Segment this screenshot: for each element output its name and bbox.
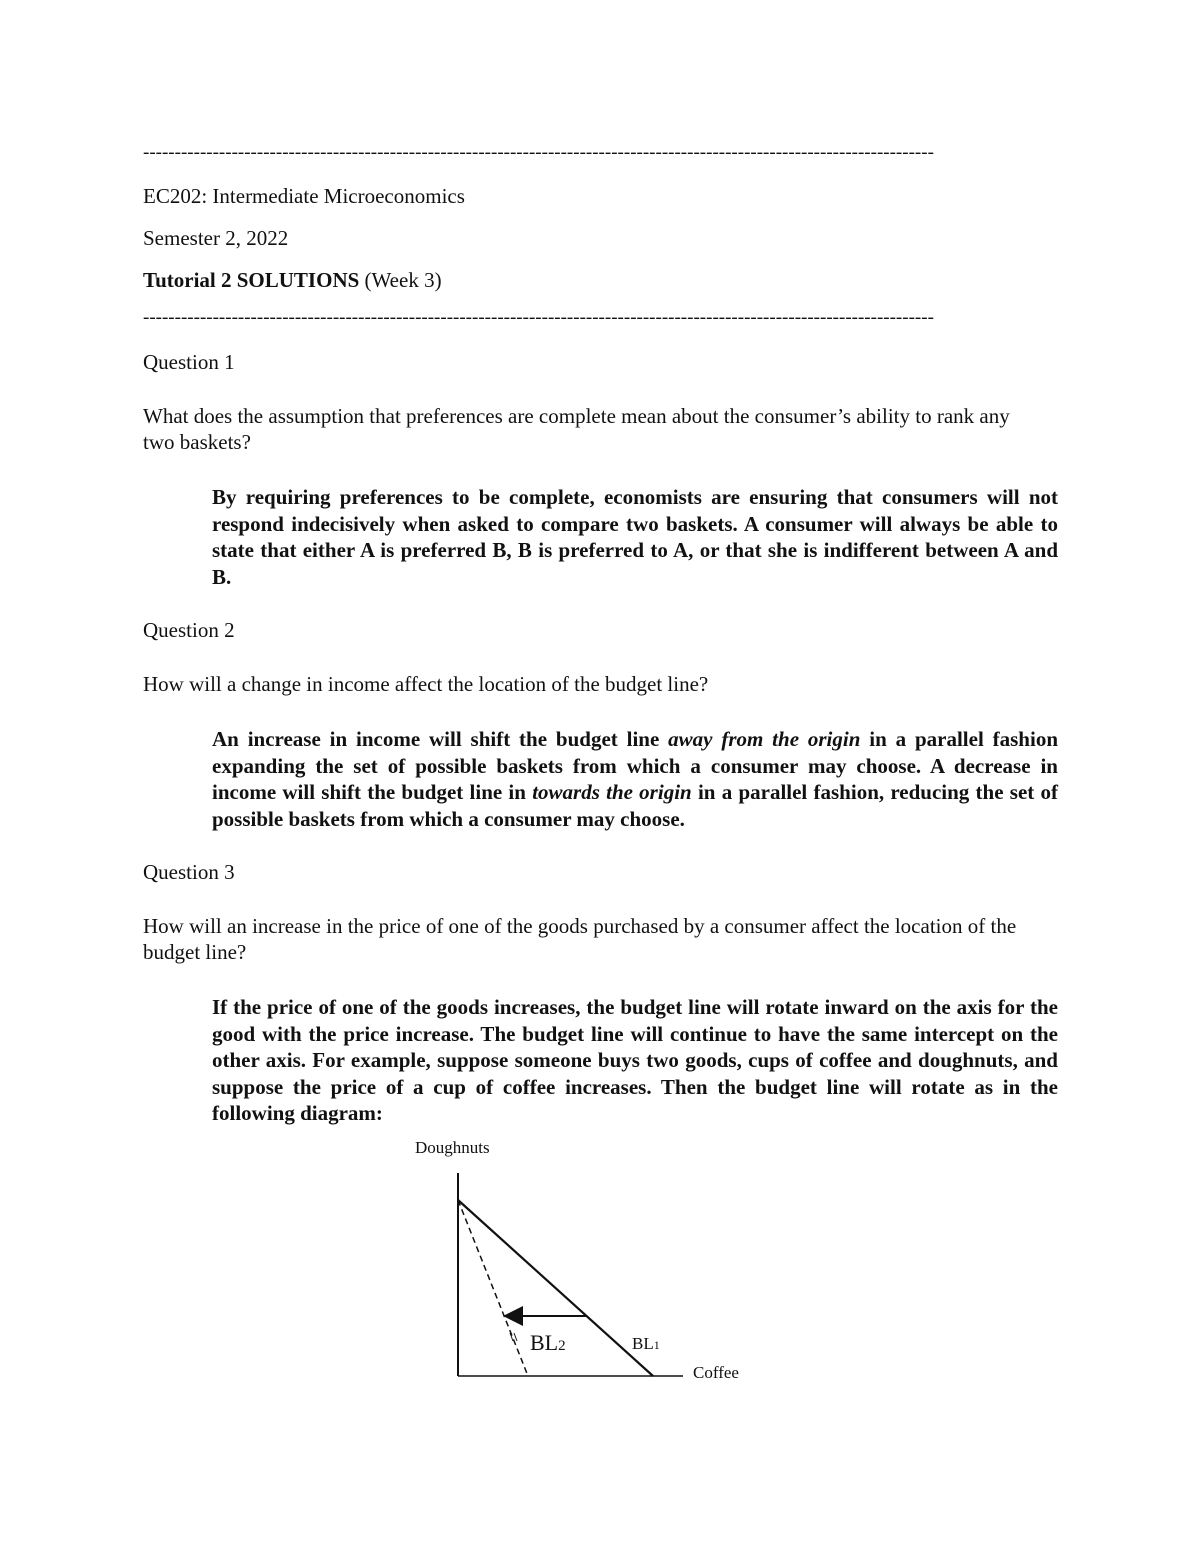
q2-answer-emphasis-1: away from the origin — [668, 727, 861, 751]
y-axis-label: Doughnuts — [415, 1138, 490, 1157]
budget-line-svg — [400, 1135, 780, 1395]
bl2-label: BL2 — [530, 1330, 566, 1355]
tutorial-heading — [143, 267, 1058, 293]
question-2-heading: Question 2 — [143, 618, 235, 642]
bottom-divider: ----------------------------------------------------------------------------------------------------------------------------- — [143, 307, 934, 328]
q2-answer-part-2: in a parallel fashion expanding the set of possible baskets from which a consumer may choose. A decrease in income will shift the budget line in — [212, 727, 1059, 804]
course-title: EC202: Intermediate Microeconomics — [143, 184, 465, 208]
question-2-text: How will a change in income affect the location of the budget line? — [143, 672, 709, 696]
budget-line-bl2 — [458, 1200, 528, 1376]
top-divider: ----------------------------------------------------------------------------------------------------------------------------- — [143, 142, 934, 163]
tutorial-title: Tutorial 2 SOLUTIONS — [143, 268, 360, 292]
question-1-text: What does the assumption that preferences are complete mean about the consumer’s ability to rank any two baskets? — [143, 404, 1010, 454]
x-axis-label: Coffee — [693, 1363, 739, 1382]
budget-line-diagram — [400, 1135, 780, 1395]
tick-mark-2 — [514, 1333, 517, 1341]
question-3-answer: If the price of one of the goods increases, the budget line will rotate inward on the axis for the good with the price increase. The budget line will continue to have the same intercept on the other axis. For example, suppose someone buys two goods, cups of coffee and doughnuts, and suppose the price of a cup of coffee increases. Then the budget line will rotate as in the following diagram: — [212, 995, 1058, 1125]
question-1-answer: By requiring preferences to be complete, economists are ensuring that consumers will not respond indecisively when asked to compare two baskets. A consumer will always be able to state that either A is preferred B, B is preferred to A, or that she is indifferent between A and B. — [212, 485, 1058, 589]
question-3-heading: Question 3 — [143, 860, 235, 884]
q2-answer-part-3: in a parallel fashion, reducing the set of possible baskets from which a consumer may choose. — [212, 780, 1058, 831]
question-2-answer — [212, 726, 1058, 832]
tutorial-week: (Week 3) — [359, 268, 442, 292]
document-page — [143, 142, 1058, 1127]
question-3-text: How will an increase in the price of one of the goods purchased by a consumer affect the location of the budget line? — [143, 914, 1017, 964]
question-1-heading: Question 1 — [143, 350, 235, 374]
q2-answer-emphasis-2: towards the origin — [532, 780, 692, 804]
semester-line: Semester 2, 2022 — [143, 226, 289, 250]
q2-answer-part-1: An increase in income will shift the budget line — [212, 727, 669, 751]
bl1-label: BL1 — [632, 1334, 660, 1353]
